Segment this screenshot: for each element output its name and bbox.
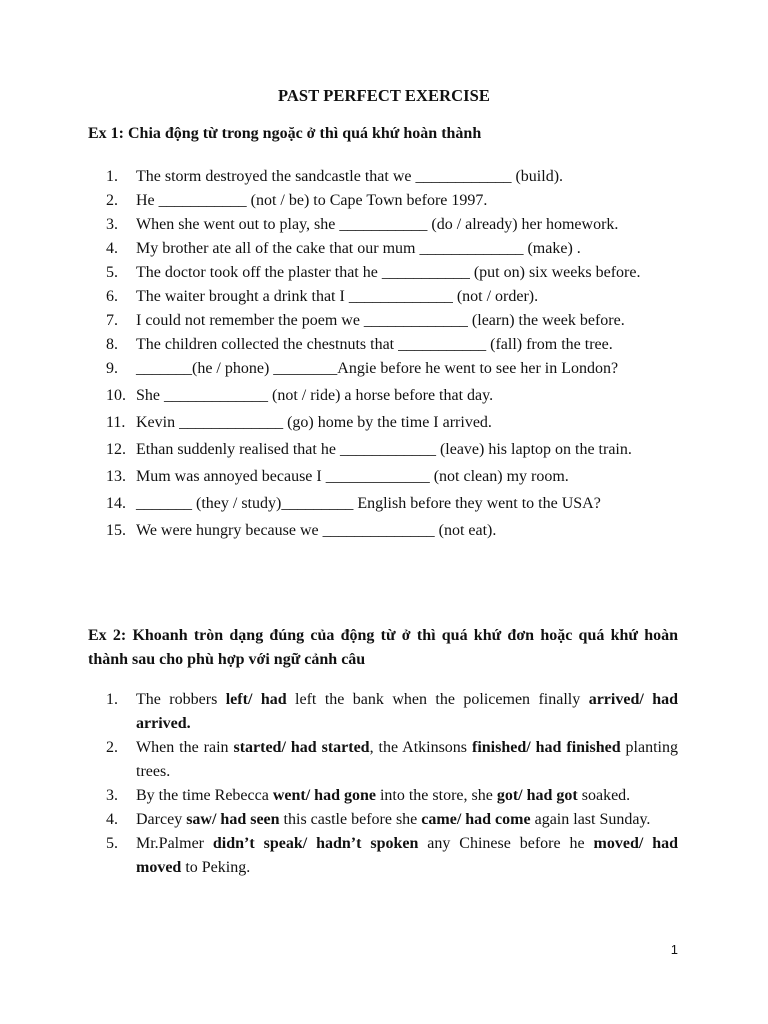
ex2-heading: Ex 2: Khoanh tròn dạng đúng của động từ ở thì quá khứ đơn hoặc quá khứ hoàn thành sau cho phù hợp với ngữ cảnh câu bbox=[88, 627, 678, 668]
item-number: 15. bbox=[106, 522, 126, 539]
item-number: 1. bbox=[106, 168, 118, 185]
ex1-item bbox=[106, 333, 678, 357]
item-number: 2. bbox=[106, 739, 118, 756]
item-text-run: into the store, she bbox=[375, 787, 497, 804]
item-number: 14. bbox=[106, 495, 126, 512]
verb-choice[interactable]: came/ had come bbox=[421, 811, 531, 828]
item-text-run: this castle before she bbox=[279, 811, 422, 828]
ex1-heading: Ex 1: Chia động từ trong ngoặc ở thì quá khứ hoàn thành bbox=[88, 125, 482, 142]
ex2-list bbox=[106, 688, 678, 880]
item-number: 2. bbox=[106, 192, 118, 209]
ex1-item bbox=[106, 384, 678, 408]
item-text-run: any Chinese before he bbox=[418, 835, 594, 852]
item-text: We were hungry because we ______________ (not eat). bbox=[136, 522, 497, 539]
ex2-item bbox=[106, 688, 678, 736]
ex1-item bbox=[106, 411, 678, 435]
item-text-run: to Peking. bbox=[181, 859, 251, 876]
item-number: 11. bbox=[106, 414, 126, 431]
item-text-run: , the Atkinsons bbox=[369, 739, 472, 756]
item-text-run: By the time Rebecca bbox=[136, 787, 273, 804]
verb-choice[interactable]: moved/ had moved bbox=[136, 835, 678, 876]
item-number: 10. bbox=[106, 387, 126, 404]
verb-choice[interactable]: arrived/ had arrived. bbox=[136, 691, 679, 732]
item-text: The storm destroyed the sandcastle that we ____________ (build). bbox=[136, 168, 564, 185]
ex2-item bbox=[106, 784, 678, 808]
item-number: 13. bbox=[106, 468, 126, 485]
item-number: 4. bbox=[106, 240, 118, 257]
ex1-item bbox=[106, 492, 678, 516]
item-text: _______(he / phone) ________Angie before he went to see her in London? bbox=[136, 360, 619, 377]
verb-choice[interactable]: didn’t speak/ hadn’t spoken bbox=[212, 835, 419, 852]
ex2-item bbox=[106, 832, 678, 880]
verb-choice[interactable]: got/ had got bbox=[496, 787, 578, 804]
ex2-item bbox=[106, 736, 678, 784]
item-text: Ethan suddenly realised that he ____________ (leave) his laptop on the train. bbox=[136, 441, 632, 458]
item-text: The children collected the chestnuts that ___________ (fall) from the tree. bbox=[136, 336, 613, 353]
item-text: I could not remember the poem we _____________ (learn) the week before. bbox=[136, 312, 625, 329]
item-text: Kevin _____________ (go) home by the time I arrived. bbox=[136, 414, 492, 431]
item-number: 5. bbox=[106, 835, 118, 852]
ex1-item bbox=[106, 189, 678, 213]
item-number: 3. bbox=[106, 787, 118, 804]
ex1-item bbox=[106, 237, 678, 261]
item-text-run: Darcey bbox=[136, 811, 187, 828]
item-text-run: soaked. bbox=[577, 787, 631, 804]
verb-choice[interactable]: saw/ had seen bbox=[186, 811, 280, 828]
verb-choice[interactable]: finished/ had finished bbox=[471, 739, 621, 756]
item-text: He ___________ (not / be) to Cape Town before 1997. bbox=[136, 192, 488, 209]
item-text-run: again last Sunday. bbox=[530, 811, 651, 828]
ex1-list bbox=[106, 165, 678, 543]
ex1-item bbox=[106, 261, 678, 285]
item-number: 4. bbox=[106, 811, 118, 828]
item-text-run: Mr.Palmer bbox=[136, 835, 213, 852]
page-title: PAST PERFECT EXERCISE bbox=[277, 86, 491, 105]
ex1-item bbox=[106, 465, 678, 489]
page-number: 1 bbox=[670, 942, 678, 957]
item-text-run: The robbers bbox=[136, 691, 226, 708]
item-number: 12. bbox=[106, 441, 126, 458]
ex1-item bbox=[106, 213, 678, 237]
item-number: 3. bbox=[106, 216, 118, 233]
item-number: 1. bbox=[106, 691, 118, 708]
item-text bbox=[136, 832, 678, 880]
item-text: When she went out to play, she ___________ (do / already) her homework. bbox=[136, 216, 619, 233]
item-text: _______ (they / study)_________ English before they went to the USA? bbox=[136, 495, 601, 512]
ex1-item bbox=[106, 438, 678, 462]
ex1-item bbox=[106, 165, 678, 189]
item-number: 9. bbox=[106, 360, 118, 377]
item-text bbox=[136, 688, 678, 736]
ex1-item bbox=[106, 309, 678, 333]
ex1-item bbox=[106, 285, 678, 309]
ex1-item bbox=[106, 357, 678, 381]
item-number: 5. bbox=[106, 264, 118, 281]
verb-choice[interactable]: started/ had started bbox=[233, 739, 370, 756]
item-text-run: planting trees. bbox=[136, 739, 678, 780]
verb-choice[interactable]: went/ had gone bbox=[272, 787, 376, 804]
item-text: Mum was annoyed because I _____________ (not clean) my room. bbox=[136, 468, 569, 485]
item-text bbox=[136, 808, 678, 832]
item-text: The waiter brought a drink that I _____________ (not / order). bbox=[136, 288, 539, 305]
item-text: My brother ate all of the cake that our mum _____________ (make) . bbox=[136, 240, 581, 257]
item-text bbox=[136, 784, 678, 808]
item-text bbox=[136, 736, 678, 784]
verb-choice[interactable]: left/ had bbox=[225, 691, 287, 708]
item-number: 7. bbox=[106, 312, 118, 329]
item-number: 8. bbox=[106, 336, 118, 353]
ex2-item bbox=[106, 808, 678, 832]
item-text: The doctor took off the plaster that he ___________ (put on) six weeks before. bbox=[136, 264, 641, 281]
item-text-run: When the rain bbox=[136, 739, 234, 756]
item-text: She _____________ (not / ride) a horse before that day. bbox=[136, 387, 494, 404]
item-number: 6. bbox=[106, 288, 118, 305]
item-text-run: left the bank when the policemen finally bbox=[286, 691, 589, 708]
ex1-item bbox=[106, 519, 678, 543]
